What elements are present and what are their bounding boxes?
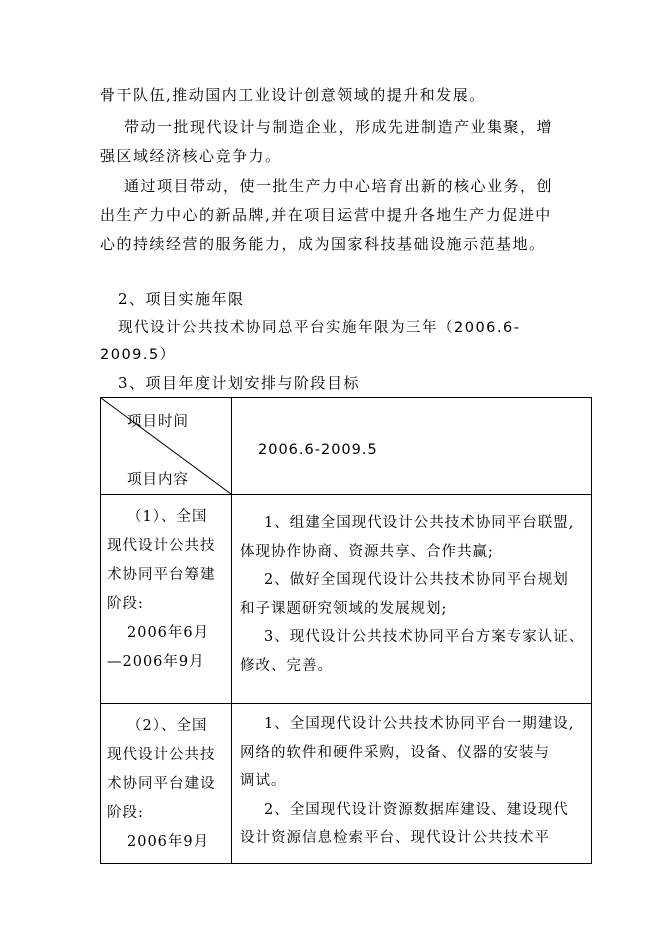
paragraph-line: 出生产力中心的新品牌,并在项目运营中提升各地生产力促进中 [100, 206, 552, 224]
stage-line: （2）、全国 [127, 718, 208, 734]
tasks-cell [232, 704, 592, 864]
stage-line: （1）、全国 [127, 509, 208, 525]
stage-cell [101, 704, 232, 864]
paragraph-line: 通过项目带动，使一批生产力中心培育出新的核心业务，创 [124, 177, 554, 195]
plan-table [100, 397, 592, 864]
section-body: 2009.5） [100, 347, 176, 363]
header-cell [101, 398, 232, 495]
paragraph-line: 强区域经济核心竞争力。 [100, 147, 282, 165]
paragraph-line: 带动一批现代设计与制造企业，形成先进制造产业集聚，增 [124, 118, 554, 136]
task-line: 修改、完善。 [240, 657, 333, 674]
paragraph-line: 心的持续经营的服务能力，成为国家科技基础设施示范基地。 [100, 235, 546, 253]
stage-line: 2006年9月 [127, 834, 210, 850]
task-line: 1、组建全国现代设计公共技术协同平台联盟, [264, 515, 575, 531]
table-row [101, 704, 592, 864]
task-line: 网络的软件和硬件采购，设备、仪器的安装与 [240, 744, 550, 761]
period-cell [232, 398, 592, 495]
task-line: 1、全国现代设计公共技术协同平台一期建设, [264, 716, 575, 732]
table-row [101, 495, 592, 704]
stage-line: 2006年6月 [127, 625, 210, 641]
section-body: 现代设计公共技术协同总平台实施年限为三年（2006.6- [118, 320, 521, 336]
stage-line: 术协同平台筹建 [107, 567, 216, 583]
stage-line: —2006年9月 [107, 654, 205, 670]
stage-line: 术协同平台建设 [107, 776, 216, 792]
header-content-label: 项目内容 [127, 472, 189, 488]
tasks-cell [232, 495, 592, 704]
task-line: 3、现代设计公共技术协同平台方案专家认证、 [264, 629, 585, 645]
task-line: 2、做好全国现代设计公共技术协同平台规划 [264, 572, 569, 588]
task-line: 调试。 [240, 773, 287, 789]
stage-cell [101, 495, 232, 704]
period-value: 2006.6-2009.5 [258, 442, 378, 458]
paragraph-line: 骨干队伍,推动国内工业设计创意领域的提升和发展。 [100, 86, 486, 104]
section-heading: 3、项目年度计划安排与阶段目标 [118, 374, 361, 392]
task-line: 和子课题研究领域的发展规划; [240, 600, 448, 617]
stage-line: 阶段: [107, 596, 144, 612]
header-time-label: 项目时间 [127, 414, 189, 430]
stage-line: 阶段: [107, 805, 144, 821]
section-heading: 2、项目实施年限 [118, 290, 245, 308]
task-line: 设计资源信息检索平台、现代设计公共技术平 [240, 830, 550, 846]
task-line: 体现协作协商、资源共享、合作共赢; [240, 543, 494, 560]
task-line: 2、全国现代设计资源数据库建设、建设现代 [264, 801, 569, 818]
stage-line: 现代设计公共技 [107, 538, 216, 554]
table-row [101, 398, 592, 495]
stage-line: 现代设计公共技 [107, 747, 216, 763]
